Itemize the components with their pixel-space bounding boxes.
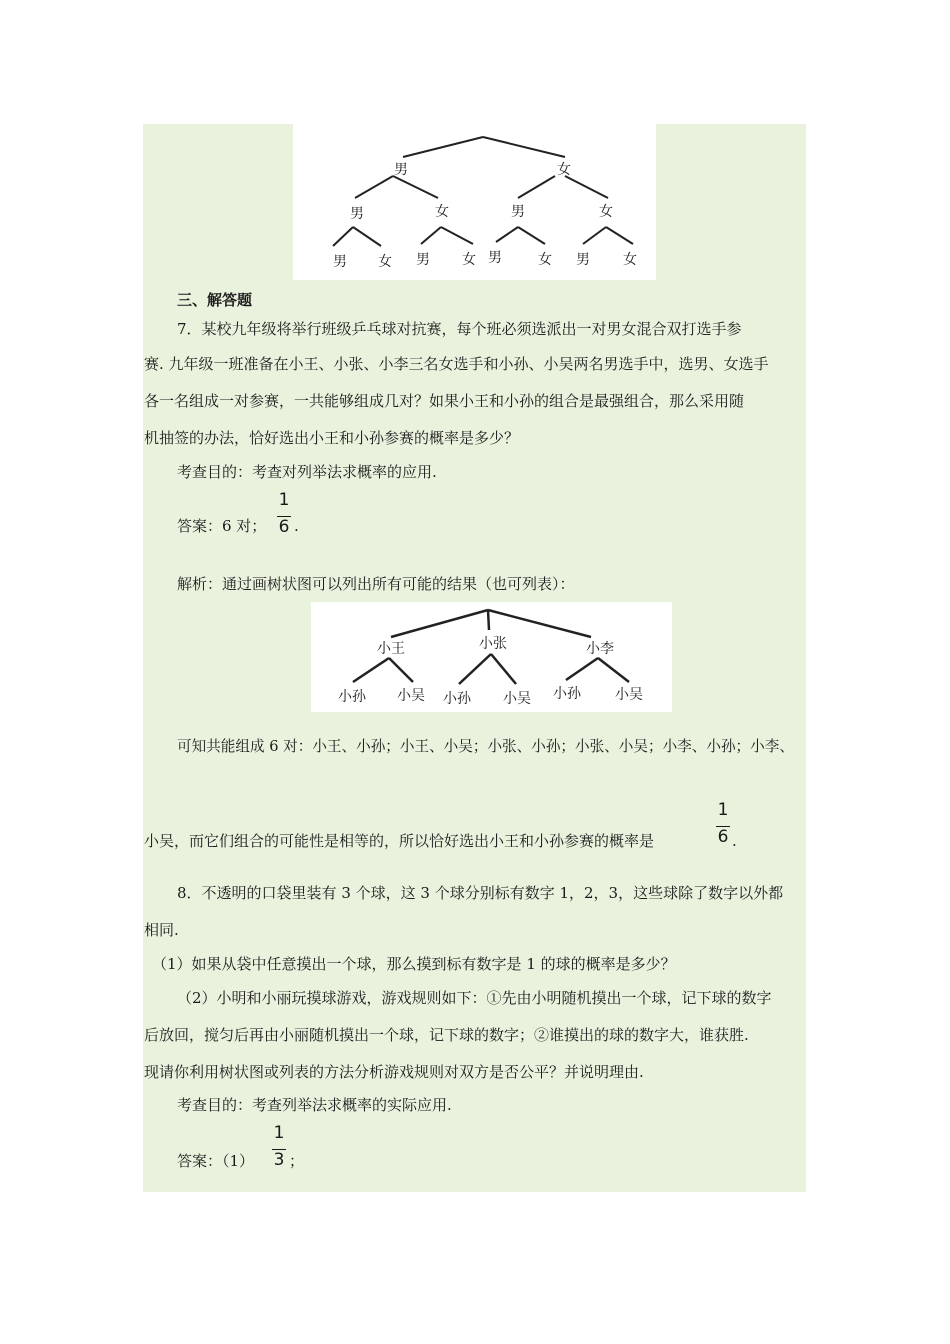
tree1-leaf: 男 — [416, 252, 430, 268]
fraction-numerator: 1 — [717, 800, 729, 820]
tree2-leaf: 小吴 — [615, 687, 643, 703]
q8-part2-line: 后放回，搅匀后再由小丽随机摸出一个球，记下球的数字；②谁摸出的球的数字大，谁获胜. — [144, 1026, 749, 1044]
tree2-leaf: 小孙 — [338, 689, 366, 705]
tree1-leaf: 女 — [623, 252, 637, 268]
tree1-leaf: 女 — [538, 252, 552, 268]
q7-answer-suffix: . — [294, 517, 299, 535]
q8-answer-suffix: ； — [289, 1152, 305, 1170]
q8-intro-line2: 相同. — [144, 921, 179, 939]
q8-part2-line: 现请你利用树状图或列表的方法分析游戏规则对双方是否公平？并说明理由. — [144, 1063, 644, 1081]
gender-tree-svg — [293, 124, 656, 280]
tree1-node: 男 — [394, 162, 408, 178]
q8-part1: （1）如果从袋中任意摸出一个球，那么摸到标有数字是 1 的球的概率是多少？ — [152, 955, 676, 973]
tree2-node: 小王 — [377, 641, 405, 657]
tree2-leaf: 小孙 — [553, 686, 581, 702]
tree2-leaf: 小孙 — [443, 691, 471, 707]
tree2-leaf: 小吴 — [397, 688, 425, 704]
q8-part2-line: （2）小明和小丽玩摸球游戏，游戏规则如下：①先由小明随机摸出一个球，记下球的数字 — [177, 989, 772, 1007]
q7-purpose: 考查目的：考查对列举法求概率的应用. — [177, 463, 437, 481]
fraction-denominator: 6 — [717, 827, 729, 847]
tree1-node: 女 — [599, 204, 613, 220]
tree1-node: 男 — [511, 204, 525, 220]
q7-text-line: 赛. 九年级一班准备在小王、小张、小李三名女选手和小孙、小吴两名男选手中，选男、女选手 — [144, 355, 769, 373]
q7-conclusion-line2: 小吴，而它们组合的可能性是相等的，所以恰好选出小王和小孙参赛的概率是 — [144, 832, 655, 850]
q8-purpose: 考查目的：考查列举法求概率的实际应用. — [177, 1096, 452, 1114]
tree1-leaf: 男 — [333, 254, 347, 270]
q7-text-line: 7．某校九年级将举行班级乒乓球对抗赛，每个班必须选派出一对男女混合双打选手参 — [177, 320, 742, 338]
q7-answer — [177, 516, 266, 536]
q7-text-line: 机抽签的办法，恰好选出小王和小孙参赛的概率是多少？ — [144, 429, 520, 447]
q8-answer: 答案：（1） — [177, 1152, 255, 1170]
q7-analysis: 解析：通过画树状图可以列出所有可能的结果（也可列表）： — [177, 575, 575, 593]
q8-intro-line1: 8．不透明的口袋里装有 3 个球，这 3 个球分别标有数字 1，2，3，这些球除了数字以外都 — [177, 884, 784, 902]
tree1-leaf: 男 — [488, 250, 502, 266]
fraction-numerator: 1 — [273, 1123, 285, 1143]
q7-answer-prefix: 答案：6 对； — [177, 517, 267, 535]
q7-conclusion-line1: 可知共能组成 6 对：小王、小孙；小王、小吴；小张、小孙；小张、小吴；小李、小孙；小李、 — [177, 738, 794, 755]
tree1-leaf: 男 — [576, 252, 590, 268]
tree2-leaf: 小吴 — [503, 691, 531, 707]
tree1-node: 女 — [557, 162, 571, 178]
name-tree-diagram — [311, 602, 672, 712]
section-heading: 三、解答题 — [177, 291, 253, 309]
fraction-denominator: 3 — [273, 1150, 285, 1170]
tree1-node: 男 — [350, 206, 364, 222]
tree1-leaf: 女 — [378, 254, 392, 270]
tree1-node: 女 — [435, 204, 449, 220]
gender-tree-diagram — [293, 124, 656, 280]
tree1-leaf: 女 — [462, 252, 476, 268]
q7-text-line: 各一名组成一对参赛，一共能够组成几对？如果小王和小孙的组合是最强组合，那么采用随 — [144, 392, 745, 410]
fraction-denominator: 6 — [278, 517, 290, 537]
tree2-node: 小李 — [586, 641, 614, 657]
q7-conclusion-suffix: . — [732, 832, 737, 850]
tree2-node: 小张 — [479, 636, 507, 652]
fraction-numerator: 1 — [278, 490, 290, 510]
name-tree-svg — [311, 602, 672, 712]
